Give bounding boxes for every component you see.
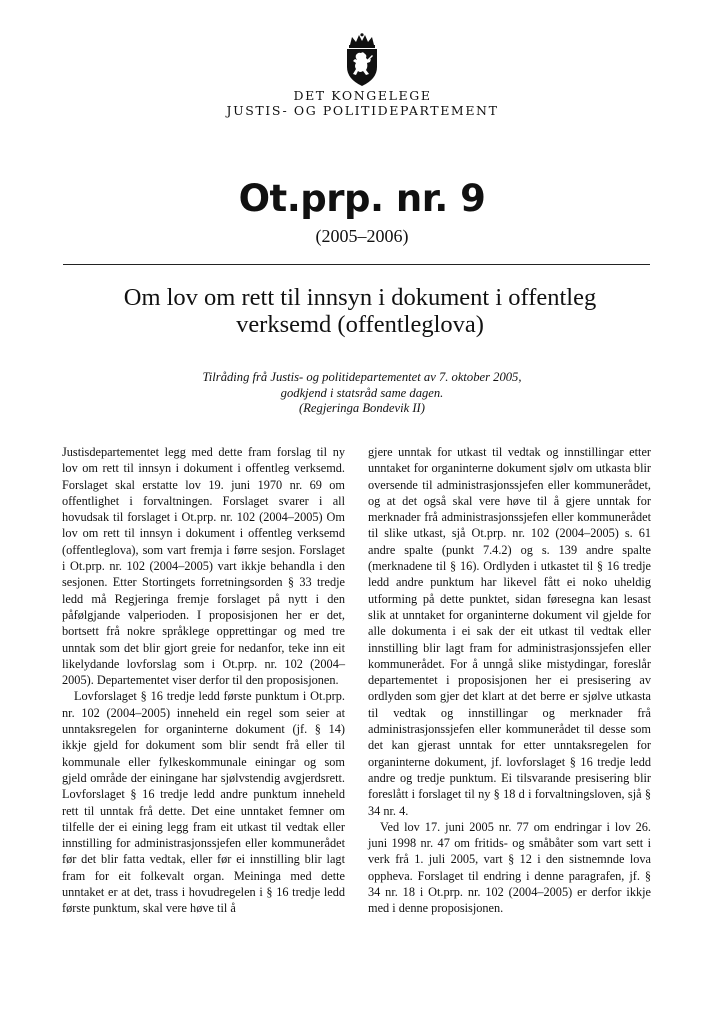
- recommendation-line2: godkjend i statsråd same dagen.: [280, 385, 444, 400]
- norwegian-coat-of-arms-icon: [339, 33, 385, 87]
- body-paragraph: Lovforslaget § 16 tredje ledd første punktum i Ot.prp. nr. 102 (2004–2005) inneheld ein regel som seier at unntaksregelen for organinterne dokument (jf. § 14) ikkje gjeld for dokument som blir sendt frå eller til kommunale eller fylkeskommunale einingar og som gjeld område der einingane har sjølvstendig avgjerdsrett. Lovforslaget § 16 tredje ledd andre punktum inneheld rett til unntak frå dette. Det eine unntaket femner om tilfelle der ei eining legg fram eit utkast til vedtak eller innstilling for administrasjonssjefen eller kommunerådet før det blir fatta vedtak, eller før ei innstilling blir lagt fram for eit folkevalt organ. Meininga med dette unntaket er at det, trass i hovudregelen i § 16 tredje ledd første punktum, skal vere høve til å: [62, 689, 345, 916]
- body-left-column: [62, 444, 345, 917]
- recommendation-note: [62, 370, 662, 417]
- document-session-years: (2005–2006): [315, 226, 409, 246]
- document-number: Ot.prp. nr. 9: [238, 177, 486, 220]
- department-name-line1: DET KONGELEGE: [293, 88, 432, 103]
- body-paragraph: Justisdepartementet legg med dette fram forslag til ny lov om rett til innsyn i dokument i offentleg verksemd. Forslaget skal erstatte lov 19. juni 1970 nr. 69 om offentlighet i forvaltningen. Forslaget svarer i all hovudsak til forslaget i Ot.prp. nr. 102 (2004–2005) Om lov om rett til innsyn i dokument i offentleg verksemd (offentleglova), som vart fremja i førre sesjon. Forslaget i Ot.prp. nr. 102 (2004–2005) vart ikkje behandla i den sesjonen. Etter Stortingets forretningsorden § 33 tredje ledd må Regjeringa fremje forslaget på nytt i den påfølgjande valperioden. I proposisjonen her er det, bortsett frå nokre språklege opprettingar og med tre unntak som det blir gjort greie for nedanfor, teke inn eit likelydande lovforslag som i Ot.prp. nr. 102 (2004–2005). Departementet viser derfor til den proposisjonen.: [62, 445, 345, 688]
- document-title-line2: verksemd (offentleglova): [236, 311, 484, 338]
- recommendation-line3: (Regjeringa Bondevik II): [299, 401, 425, 415]
- body-right-column: [368, 444, 651, 917]
- body-paragraph: Ved lov 17. juni 2005 nr. 77 om endringar i lov 26. juni 1998 nr. 47 om fritids- og småbåter som vart sett i verk frå 1. juli 2005, vart § 12 i den sistnemnde lova oppheva. Forslaget til endring i denne paragrafen, jf. § 34 nr. 18 i Ot.prp. nr. 102 (2004–2005) er derfor ikkje med i denne proposisjonen.: [368, 819, 651, 916]
- department-name-line2: JUSTIS- OG POLITIDEPARTEMENT: [226, 103, 499, 118]
- document-title: [60, 284, 660, 338]
- document-title-line1: Om lov om rett til innsyn i dokument i offentleg: [123, 284, 597, 311]
- recommendation-line1: Tilråding frå Justis- og politidepartementet av 7. oktober 2005,: [202, 370, 522, 384]
- body-paragraph: gjere unntak for utkast til vedtak og innstillingar etter unntaket for organinterne dokument sjølv om utkasta blir oversende til administrasjonssjefen eller kommunerådet, og at det også skal vere høve til å gjere unntak for merknader frå administrasjonssjefen eller kommunerådet til slike utkast, sjå Ot.prp. nr. 102 (2004–2005) s. 61 andre spalte (punkt 7.4.2) og s. 139 andre spalte (merknadene til § 16). Ordlyden i utkastet til § 16 tredje ledd andre punktum har likevel fått ei noko uheldig utforming på dette punktet, sidan føresegna kan lesast slik at unntaket for organinterne dokument vil gjelde for alle dokumenta i ei sak der eit utkast til vedtak eller innstilling blir lagt fram for administrasjonssjefen eller kommunerådet. For å unngå slike mistydingar, foreslår departementet i proposisjonen her ei presisering av ordlyden som gjer det klart at det berre er sjølve utkasta til vedtak og innstillingar og merknader frå administrasjonssjefen eller kommunerådet til desse som det kan gjerast unntak for etter unntaksregelen for organinterne dokument, jf. lovforslaget § 16 tredje ledd andre og tredje punktum. Ei tilsvarande presisering blir foreslått i forslaget til ny § 18 d i forvaltningsloven, sjå § 34 nr. 4.: [368, 445, 651, 818]
- title-divider: [63, 264, 650, 265]
